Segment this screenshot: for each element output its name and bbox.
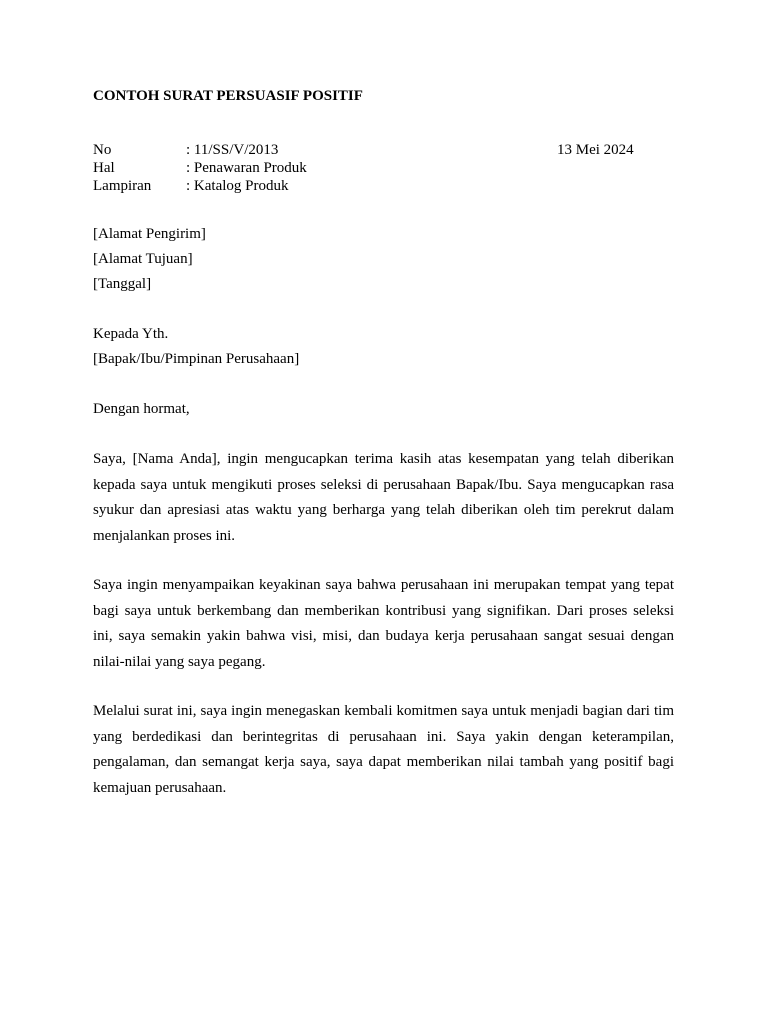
meta-label-attachment: Lampiran	[93, 178, 152, 194]
meta-row-subject	[93, 159, 653, 177]
date-placeholder: [Tanggal]	[93, 276, 152, 292]
body-paragraph-3: Melalui surat ini, saya ingin menegaskan kembali komitmen saya untuk menjadi bagian dari tim yang berdedikasi dan berintegritas di perusahaan ini. Saya yakin dengan keterampilan, pengalaman, dan semangat kerja saya, saya dapat memberikan nilai tambah yang positif bagi kemajuan perusahaan.	[93, 703, 674, 796]
destination-address: [Alamat Tujuan]	[93, 251, 193, 267]
meta-value-attachment: : Katalog Produk	[186, 178, 289, 194]
sender-address: [Alamat Pengirim]	[93, 226, 206, 242]
letter-date: 13 Mei 2024	[557, 142, 634, 158]
meta-row-attachment	[93, 177, 653, 195]
salutation: Dengan hormat,	[93, 401, 190, 417]
meta-label-subject: Hal	[93, 160, 115, 176]
address-block	[93, 222, 206, 297]
meta-value-subject: : Penawaran Produk	[186, 160, 307, 176]
recipient-greeting: Kepada Yth.	[93, 326, 169, 342]
letter-title: CONTOH SURAT PERSUASIF POSITIF	[93, 88, 363, 104]
meta-value-number: : 11/SS/V/2013	[186, 142, 279, 158]
body-paragraph-2: Saya ingin menyampaikan keyakinan saya bahwa perusahaan ini merupakan tempat yang tepat bagi saya untuk berkembang dan memberikan kontribusi yang signifikan. Dari proses seleksi ini, saya semakin yakin bahwa visi, misi, dan budaya kerja perusahaan sangat sesuai dengan nilai-nilai yang saya pegang.	[93, 577, 674, 670]
recipient-name: [Bapak/Ibu/Pimpinan Perusahaan]	[93, 351, 300, 367]
body-paragraph-1: Saya, [Nama Anda], ingin mengucapkan terima kasih atas kesempatan yang telah diberikan kepada saya untuk mengikuti proses seleksi di perusahaan Bapak/Ibu. Saya mengucapkan rasa syukur dan apresiasi atas waktu yang berharga yang telah diberikan oleh tim perekrut dalam menjalankan proses ini.	[93, 451, 674, 544]
meta-label-number: No	[93, 142, 112, 158]
recipient-block	[93, 322, 299, 372]
